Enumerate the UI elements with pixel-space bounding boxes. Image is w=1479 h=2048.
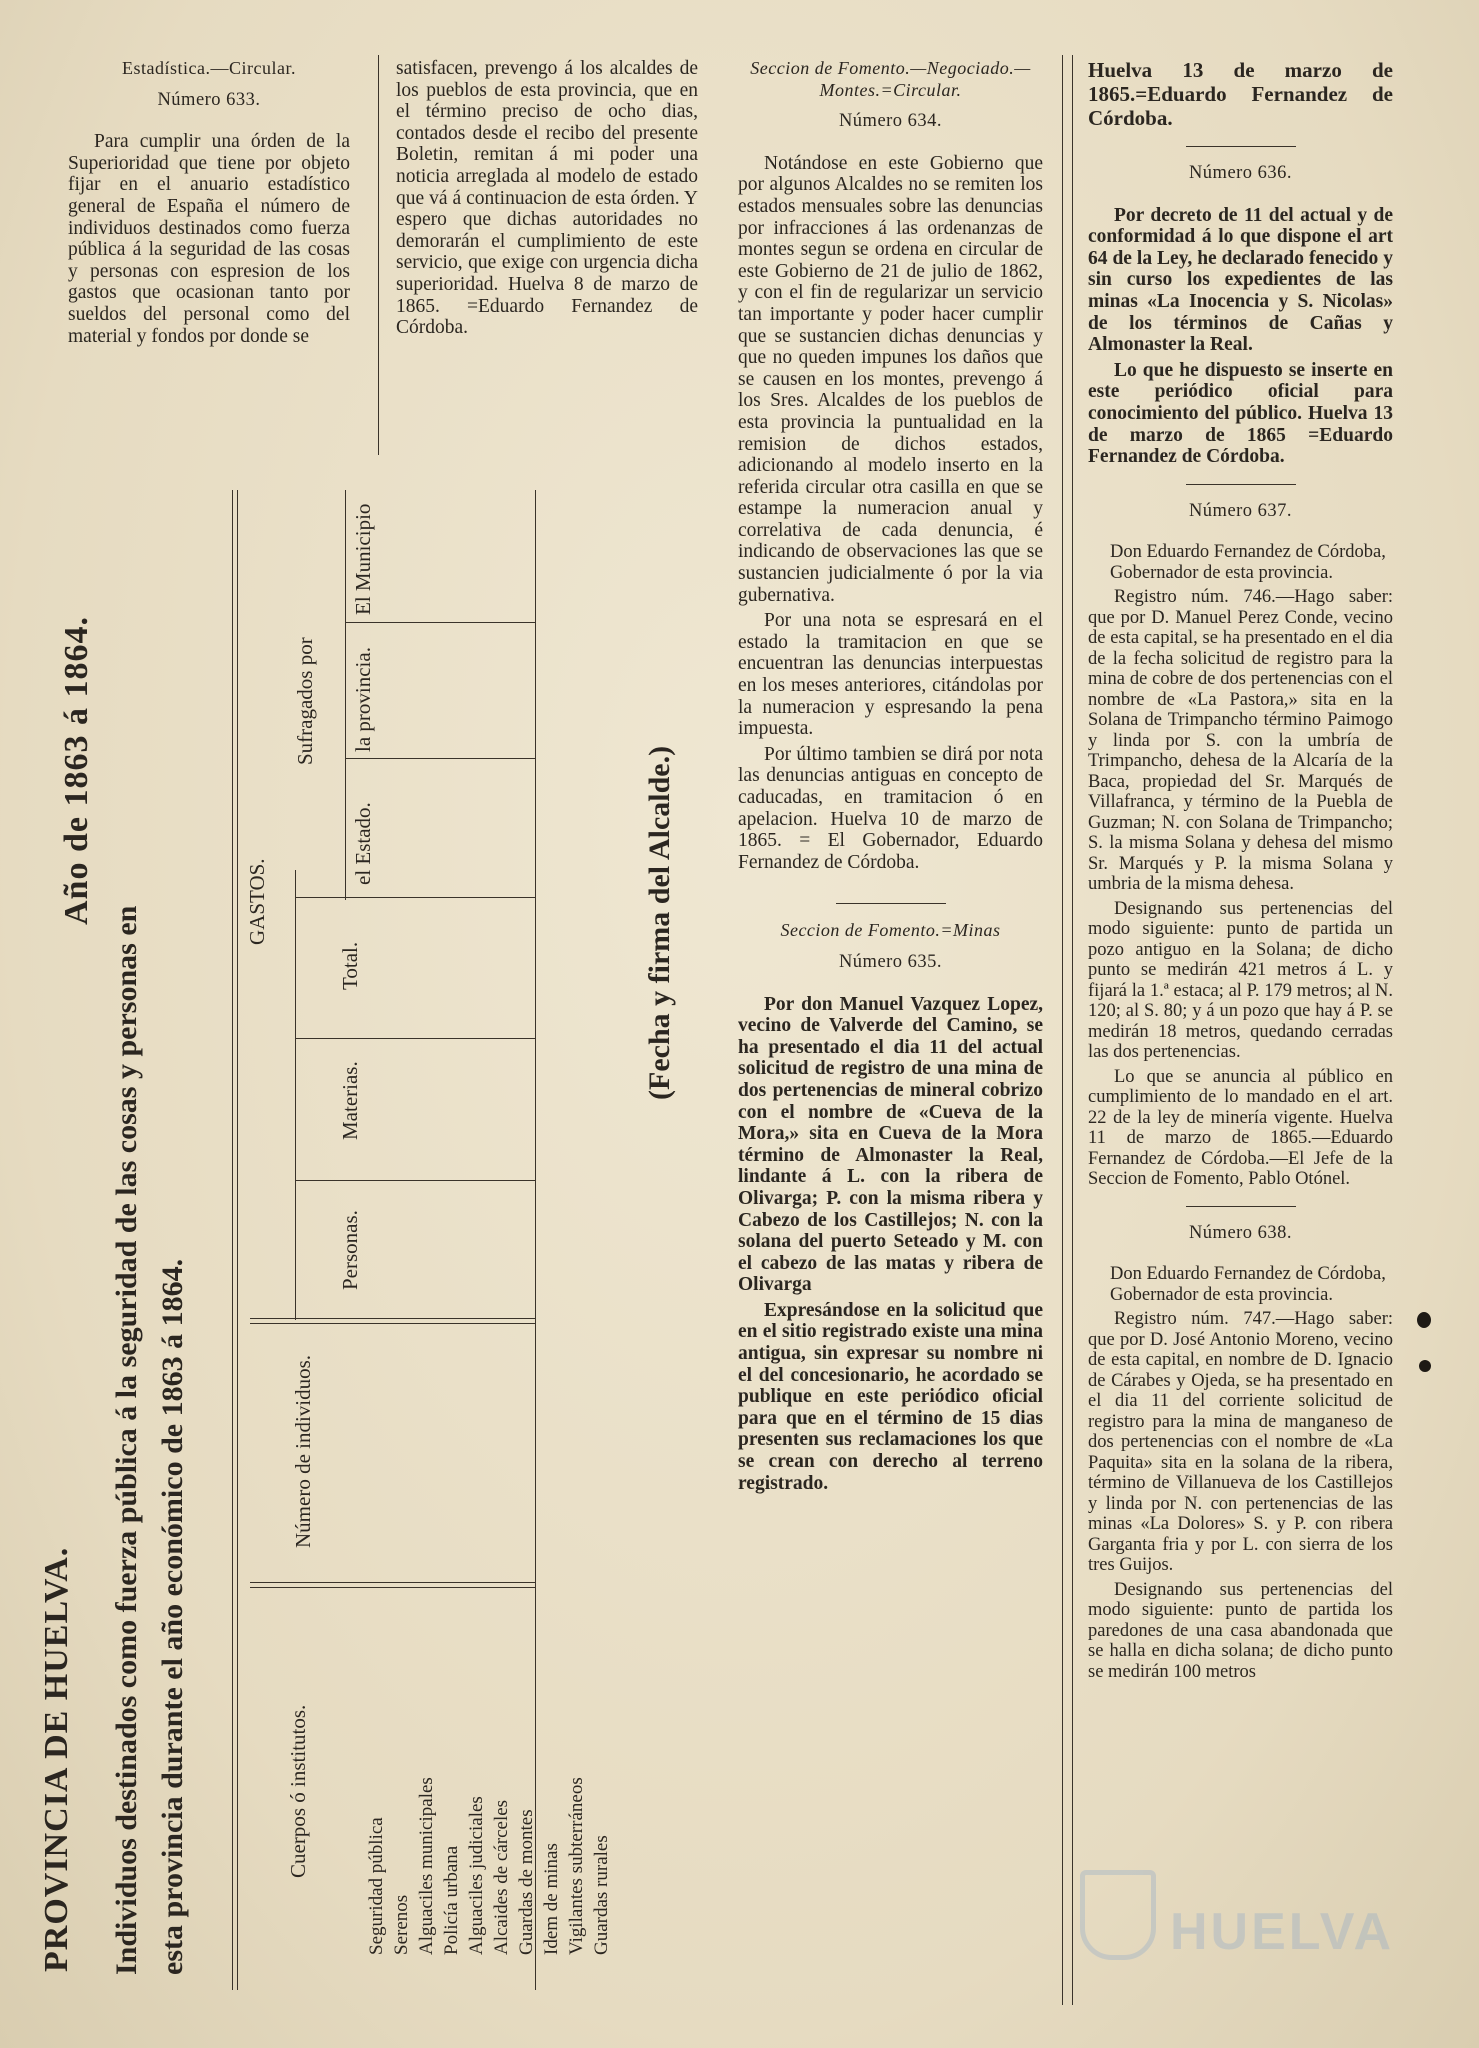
row-idem-minas: Idem de minas: [541, 1843, 562, 1955]
table-year: Año de 1863 á 1864.: [58, 616, 95, 925]
header-expenses: GASTOS.: [245, 858, 269, 945]
notice-number-638: Número 638.: [1188, 1222, 1293, 1243]
column-4: [1088, 58, 1393, 1686]
table-line: [295, 1180, 535, 1181]
table-line: [345, 622, 535, 623]
table-line: [250, 1587, 535, 1588]
column-divider: [1062, 55, 1063, 2005]
header-municipio: El Municipio: [351, 503, 375, 615]
column-divider: [378, 55, 379, 455]
notice-636-p1: Por decreto de 11 del actual y de conformidad á lo que dispone el art 64 de la Ley, he declarado fenecido y sin curso los expedientes de las minas «La Inocencia y S. Nicolas» de los términos de Cañas y Almonaster la Real.: [1088, 204, 1393, 356]
table-province-title: PROVINCIA DE HUELVA.: [38, 1546, 75, 1972]
notice-number-637: Número 637.: [1188, 500, 1293, 521]
column-1: [68, 58, 350, 351]
table-title-line-1: Individuos destinados como fuerza pública á la seguridad de las cosas y personas en: [110, 905, 143, 1975]
header-bodies: Cuerpos ó institutos.: [286, 1704, 310, 1878]
row-vigilantes-subterraneos: Vigilantes subterráneos: [566, 1777, 587, 1955]
table-line: [345, 490, 346, 900]
header-total: Total.: [338, 941, 362, 990]
section-fomento-minas: Seccion de Fomento.=Minas: [780, 920, 1001, 941]
section-statistics: Estadística.—Circular.: [122, 58, 296, 78]
coat-of-arms-icon: [1080, 1870, 1156, 1960]
column-divider: [1072, 55, 1073, 2005]
separator-rule: [1186, 1206, 1296, 1207]
notice-634-p3: Por último tambien se dirá por nota las denuncias antiguas en concepto de caducadas, en tramitacion ó en apelacion. Huelva 10 de marzo de 1865. = El Gobernador, Eduardo Fernandez de Córdoba.: [738, 743, 1043, 873]
notice-637-p3: Lo que se anuncia al público en cumplimiento de lo mandado en el art. 22 de la ley de minería vigente. Huelva 11 de marzo de 1865.—Eduardo Fernandez de Córdoba.—El Jefe de la Seccion de Fomento, Pablo Otónel.: [1088, 1066, 1393, 1190]
header-estado: el Estado.: [351, 802, 375, 885]
separator-rule: [836, 903, 946, 904]
table-line: [345, 758, 535, 759]
table-line: [250, 1582, 535, 1583]
notice-636-p2: Lo que he dispuesto se inserte en este periódico oficial para conocimiento del público. Huelva 13 de marzo de 1865 =Eduardo Fernandez de Córdoba.: [1088, 359, 1393, 468]
table-line: [295, 897, 535, 898]
table-line: [237, 490, 238, 1990]
header-provincia: la provincia.: [351, 647, 375, 752]
notice-637-heading: Don Eduardo Fernandez de Córdoba, Gobernador de esta provincia.: [1110, 542, 1386, 583]
column-2: [396, 58, 698, 343]
notice-634-p1: Notándose en este Gobierno que por algunos Alcaldes no se remiten los estados mensuales sobre las denuncias por infracciones á las ordenanzas de montes segun se ordena en circular de este Gobierno de 21 de julio de 1862, y con el fin de regularizar un servicio tan importante y poder hacer cumplir que se sustancien dichas denuncias y que no queden impunes los daños que se causen en los montes, prevengo á los Sres. Alcaldes de los pueblos de esta provincia la puntualidad en la remision de dichos estados, adicionando al modelo inserto en la referida circular otra casilla en que se estampe la numeracion anual y correlativa de cada denuncia, é indicando de observaciones las que se sustancien judicialmente ó por la via gubernativa.: [738, 152, 1043, 606]
row-guardas-rurales: Guardas rurales: [591, 1835, 612, 1955]
table-signature-note: (Fecha y firma del Alcalde.): [643, 745, 676, 1100]
notice-number-635: Número 635.: [838, 951, 943, 972]
notice-635-closing: Huelva 13 de marzo de 1865.=Eduardo Fernandez de Córdoba.: [1088, 58, 1393, 130]
header-materias: Materias.: [338, 1061, 362, 1140]
ink-spot: [1417, 1312, 1431, 1328]
separator-rule: [1186, 146, 1296, 147]
notice-634-p2: Por una nota se espresará en el estado la tramitacion en que se encuentran las denuncias interpuestas en los meses anteriores, citándolas por la numeracion y espresando la pena impuesta.: [738, 610, 1043, 740]
notice-638-p1: Registro núm. 747.—Hago saber: que por D. José Antonio Moreno, vecino de esta capital, en nombre de D. Ignacio de Cárabes y Ojeda, se ha presentado en el dia 11 del corriente solicitud de registro para la mina de manganeso de dos pertenencias con el nombre de «La Paquita» sita en la solana de la ribera, término de Villanueva de los Castillejos y linda por N. con pertenencias de las minas «La Dolores» S. y P. con ribera Garganta fria y por L. con sierra de los tres Guijos.: [1088, 1309, 1393, 1576]
header-individuals: Número de individuos.: [291, 1354, 315, 1548]
notice-638-p2: Designando sus pertenencias del modo siguiente: punto de partida los paredones de una casa abandonada que se halla en dicha solana; de dicho punto se medirán 100 metros: [1088, 1579, 1393, 1682]
table-line: [232, 490, 233, 1990]
header-sufragados: Sufragados por: [293, 637, 317, 765]
ink-spot: [1419, 1360, 1431, 1372]
table-line: [295, 1038, 535, 1039]
notice-number-636: Número 636.: [1188, 163, 1293, 183]
section-fomento-montes: Seccion de Fomento.—Negociado.— Montes.=Circular.: [750, 58, 1031, 100]
notice-637-p2: Designando sus pertenencias del modo siguiente: punto de partida un pozo antiguo en la Solana; de dicho punto se medirán 421 metros á L. y fijará la 1.ª estaca; al P. 179 metros; al N. 120; al S. 80; y á un pozo que hay á P. se medirán 18 metros, quedando cerradas las dos pertenencias.: [1088, 898, 1393, 1063]
notice-633-continuation: satisfacen, prevengo á los alcaldes de los pueblos de esta provincia, que en el término preciso de ocho dias, contados desde el recibo del presente Boletin, remitan á mi poder una noticia arreglada al modelo de estado que vá á continuacion de esta órden. Y espero que dichas autoridades no demorarán el cumplimiento de este servicio, que exige con urgencia dicha superioridad. Huelva 8 de marzo de 1865. =Eduardo Fernandez de Córdoba.: [396, 58, 698, 339]
table-title-line-2: esta provincia durante el año económico de 1863 á 1864.: [156, 1258, 189, 1975]
row-policia-urbana: Policía urbana: [441, 1845, 462, 1955]
table-line: [295, 870, 296, 1320]
watermark-text: HUELVA: [1170, 1903, 1395, 1961]
notice-635-p1: Por don Manuel Vazquez Lopez, vecino de Valverde del Camino, se ha presentado el dia 11 del actual solicitud de registro de una mina de dos pertenencias de mineral cobrizo con el nombre de «Cueva de la Mora,» sita en Cueva de la Mora término de Almonaster la Real, lindante á L. con la ribera de Olivarga; P. con la misma ribera y Cabezo de los Castillejos; N. con la solana del puerto Seteado y M. con el cabezo de las matas y ribera de Olivarga: [738, 993, 1043, 1296]
row-alguaciles-municipales: Alguaciles municipales: [416, 1777, 437, 1955]
separator-rule: [1186, 484, 1296, 485]
notice-number-633: Número 633.: [157, 89, 261, 110]
notice-633-text: Para cumplir una órden de la Superioridad que tiene por objeto fijar en el anuario estadístico general de España el número de individuos destinados como fuerza pública á la seguridad de las cosas y personas con espresion de los gastos que ocasionan tanto por sueldos del personal como del material y fondos por donde se: [68, 131, 350, 347]
row-serenos: Serenos: [391, 1894, 412, 1955]
notice-638-heading: Don Eduardo Fernandez de Córdoba, Gobernador de esta provincia.: [1110, 1264, 1386, 1305]
table-line: [535, 490, 536, 1990]
row-guardas-montes: Guardas de montes: [516, 1809, 537, 1955]
header-personas: Personas.: [338, 1210, 362, 1290]
notice-635-p2: Expresándose en la solicitud que en el sitio registrado existe una mina antigua, sin expresar su nombre ni el del concesionario, he acordado se publique en este periódico oficial para que en el término de 15 dias presenten sus reclamaciones los que se crean con derecho al terreno registrado.: [738, 1299, 1043, 1494]
notice-637-p1: Registro núm. 746.—Hago saber: que por D. Manuel Perez Conde, vecino de esta capital, se ha presentado en el dia de la fecha solicitud de registro para la mina de cobre de dos pertenencias con el nombre de «La Pastora,» sita en la Solana de Trimpancho término Paimogo y linda por S. con la umbría de Trimpancho, dehesa de la Alcaría de la Baca, propiedad del Sr. Marqués de Villafranca, y término de la Puebla de Guzman; N. con Solana de Trimpancho; S. la misma Solana y dehesa del mismo Sr. Marqués y P. la misma Solana y umbria de la misma dehesa.: [1088, 587, 1393, 895]
row-alguaciles-judiciales: Alguaciles judiciales: [466, 1796, 487, 1955]
notice-number-634: Número 634.: [838, 111, 943, 132]
column-3: [738, 58, 1043, 1498]
row-alcaides-carceles: Alcaides de cárceles: [491, 1799, 512, 1955]
row-seguridad-publica: Seguridad pública: [366, 1817, 387, 1955]
archive-watermark: [1080, 1862, 1410, 1982]
